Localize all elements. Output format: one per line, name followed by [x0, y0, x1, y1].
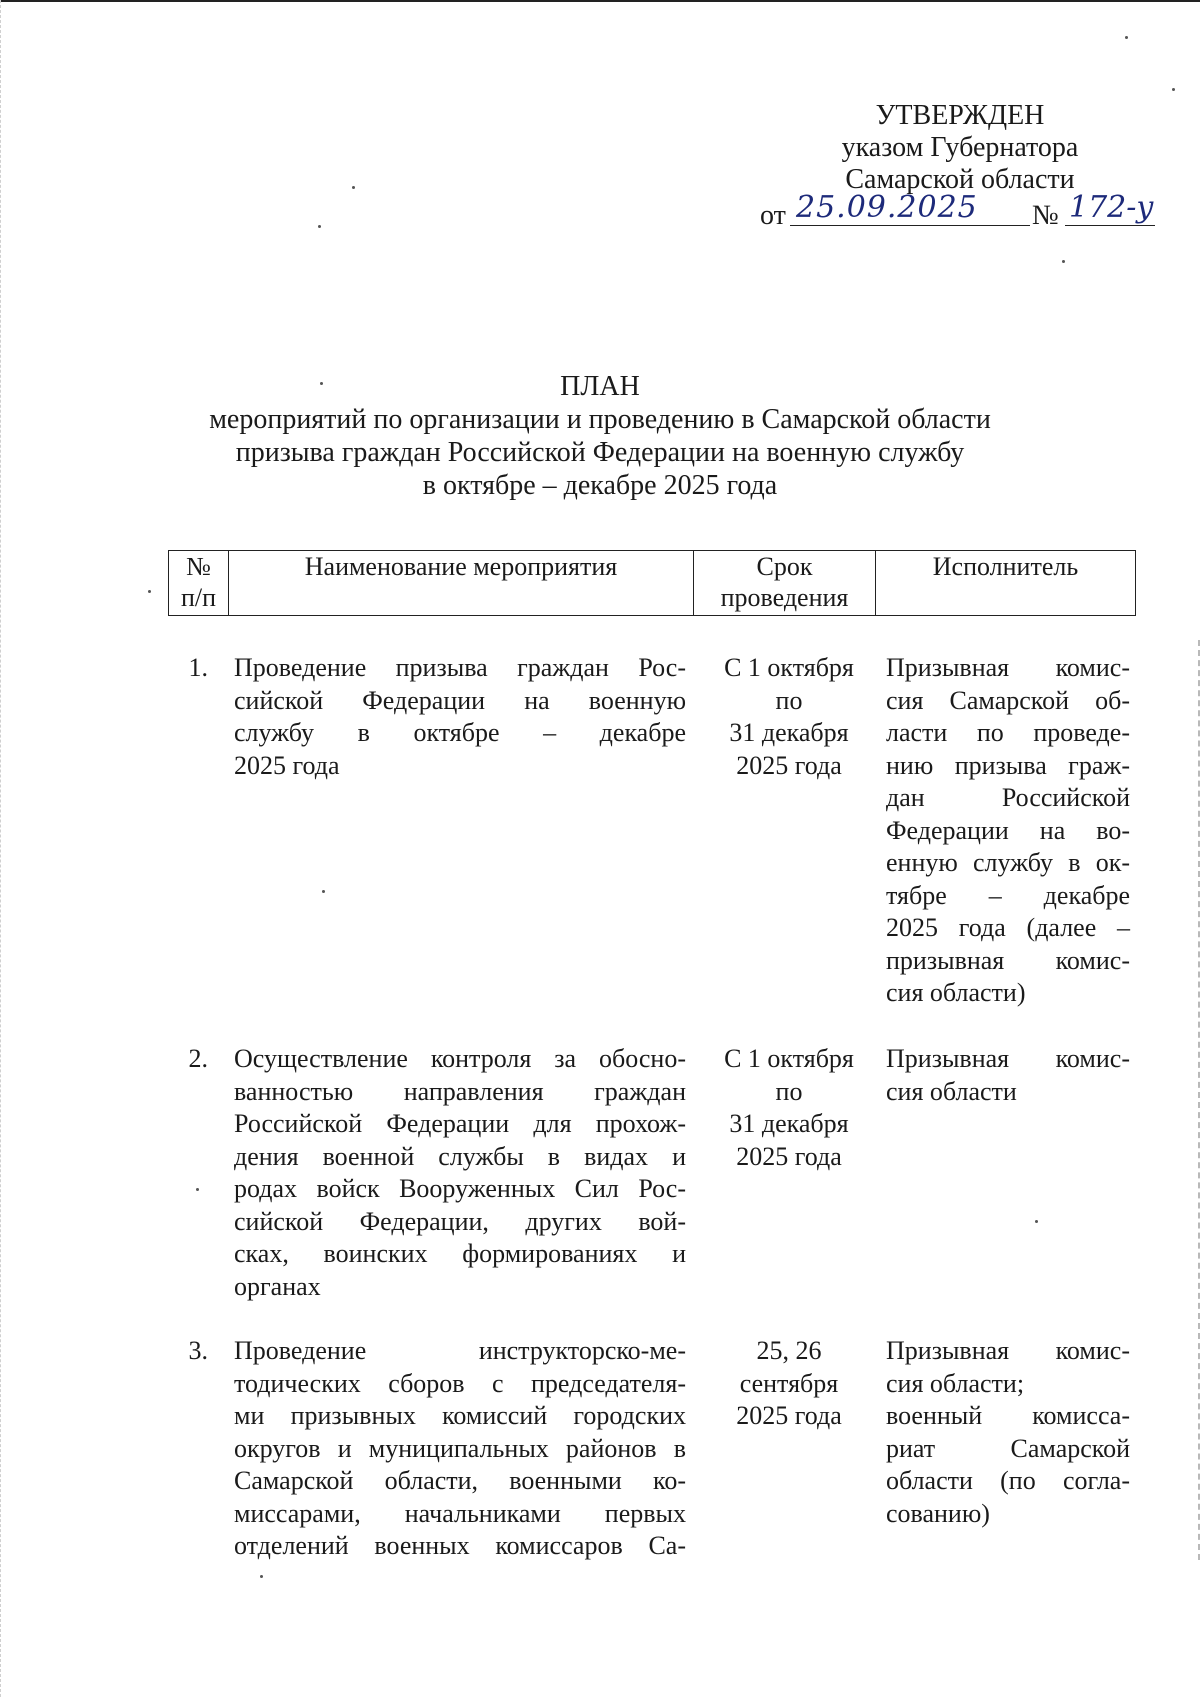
scan-speck: [260, 1575, 263, 1578]
row-executor-line: Призывная комис-: [886, 1336, 1130, 1365]
row-executor: [886, 1043, 1130, 1108]
row-executor-line: Федерации на во-: [886, 815, 1130, 845]
row-executor-line: риат Самарской: [886, 1433, 1130, 1463]
row-term-line: по: [775, 685, 803, 715]
row-name-line: тодических сборов с председателя-: [234, 1368, 686, 1398]
row-executor-line: нию призыва граж-: [886, 750, 1130, 780]
scan-speck: [352, 186, 355, 189]
row-executor-line: сия Самарской об-: [886, 685, 1130, 715]
scan-speck: [148, 590, 151, 593]
scan-speck: [1062, 260, 1065, 263]
row-name-line: ванностью направления граждан: [234, 1076, 686, 1106]
row-term: [698, 652, 880, 782]
row-name-line: Осуществление контроля за обосно-: [234, 1044, 686, 1073]
approval-block: [760, 100, 1160, 238]
header-num-line-2: п/п: [180, 583, 217, 612]
header-executor: Исполнитель: [932, 552, 1079, 581]
row-name-line: Проведение инструкторско-ме-: [234, 1336, 686, 1365]
plan-title: ПЛАН: [560, 371, 640, 402]
row-name-line: ми призывных комиссий городских: [234, 1401, 686, 1430]
row-executor-line: сия области;: [886, 1368, 1025, 1398]
header-name: Наименование мероприятия: [304, 552, 618, 581]
row-term: [698, 1335, 880, 1433]
row-term-line: 2025 года: [736, 750, 842, 780]
row-term-line: 31 декабря: [729, 1109, 849, 1138]
row-executor-line: енную службу в ок-: [886, 848, 1130, 877]
top-rule: [0, 0, 1200, 2]
row-name-line: службу в октябре – декабре: [234, 718, 686, 747]
row-executor-line: Призывная комис-: [886, 653, 1130, 682]
row-number: 3.: [188, 1336, 208, 1365]
number-prefix: №: [1032, 200, 1059, 231]
row-term-line: сентября: [739, 1368, 839, 1398]
approval-date-row: [760, 190, 1160, 238]
row-name-line: сийской Федерации, других вой-: [234, 1206, 686, 1236]
row-number: 2.: [188, 1044, 208, 1073]
header-term-cell: [694, 551, 876, 615]
date-prefix: от: [760, 200, 786, 231]
row-executor-line: сия области): [886, 978, 1026, 1007]
row-number: 1.: [188, 653, 208, 682]
row-name-line: дения военной службы в видах и: [234, 1141, 686, 1171]
approval-title: УТВЕРЖДЕН: [875, 100, 1045, 131]
row-term-line: 31 декабря: [729, 718, 849, 747]
row-executor-line: области (по согла-: [886, 1466, 1130, 1495]
scan-speck: [1035, 1220, 1038, 1223]
plan-subtitle-line-1: мероприятий по организации и проведению в Самарской области: [209, 404, 991, 435]
row-term-line: С 1 октября: [724, 1044, 854, 1073]
row-term-line: 2025 года: [736, 1401, 842, 1430]
row-name-line: Самарской области, военными ко-: [234, 1466, 686, 1495]
header-num-cell: [169, 551, 229, 615]
scan-speck: [1172, 88, 1175, 91]
row-executor-line: ласти по проведе-: [886, 718, 1130, 747]
row-term-line: 2025 года: [736, 1141, 842, 1171]
row-name-line: Российской Федерации для прохож-: [234, 1109, 686, 1138]
plan-subtitle-line-3: в октябре – декабре 2025 года: [422, 470, 778, 501]
table-header: [168, 550, 1136, 616]
row-name-line: 2025 года: [234, 750, 340, 780]
handwritten-number: 172-у: [1065, 192, 1155, 226]
approval-line-2: Самарской области: [845, 164, 1075, 195]
row-executor-line: военный комисса-: [886, 1401, 1130, 1430]
header-term-line-2: проведения: [720, 583, 849, 612]
row-executor-line: призывная комис-: [886, 945, 1130, 975]
handwritten-date: 25.09.2025: [790, 192, 1030, 226]
row-name-line: сийской Федерации на военную: [234, 685, 686, 715]
row-executor-line: тябре – декабре: [886, 880, 1130, 910]
row-name: [234, 652, 686, 782]
header-name-cell: [229, 551, 694, 615]
row-executor-line: сованию): [886, 1498, 990, 1528]
scan-edge-left: [0, 0, 3, 1697]
scan-speck: [1125, 36, 1128, 39]
row-name-line: Проведение призыва граждан Рос-: [234, 653, 686, 682]
row-executor: [886, 1335, 1130, 1530]
scan-speck: [320, 382, 323, 385]
row-term-line: С 1 октября: [724, 653, 854, 682]
approval-line-1: указом Губернатора: [841, 132, 1079, 163]
row-name-line: сках, воинских формированиях и: [234, 1239, 686, 1268]
row-name: [234, 1043, 686, 1303]
row-executor-line: дан Российской: [886, 783, 1130, 812]
row-executor-line: сия области: [886, 1076, 1017, 1106]
scan-speck: [318, 225, 321, 228]
scan-speck: [196, 1188, 199, 1191]
row-executor-line: Призывная комис-: [886, 1044, 1130, 1073]
header-executor-cell: [876, 551, 1135, 615]
row-name-line: родах войск Вооруженных Сил Рос-: [234, 1174, 686, 1203]
row-name-line: округов и муниципальных районов в: [234, 1433, 686, 1463]
header-num-line-1: №: [186, 552, 211, 581]
row-term-line: 25, 26: [756, 1336, 822, 1365]
row-executor: [886, 652, 1130, 1010]
scan-edge-right: [1195, 640, 1200, 1560]
plan-heading: [100, 370, 1100, 502]
row-executor-line: 2025 года (далее –: [886, 913, 1130, 942]
scan-speck: [322, 890, 325, 893]
row-name-line: органах: [234, 1271, 321, 1301]
row-name-line: отделений военных комиссаров Са-: [234, 1531, 686, 1560]
row-name: [234, 1335, 686, 1563]
row-term: [698, 1043, 880, 1173]
header-term-line-1: Срок: [756, 552, 813, 581]
plan-subtitle-line-2: призыва граждан Российской Федерации на военную службу: [235, 437, 965, 468]
row-name-line: миссарами, начальниками первых: [234, 1498, 686, 1528]
row-term-line: по: [775, 1076, 803, 1106]
